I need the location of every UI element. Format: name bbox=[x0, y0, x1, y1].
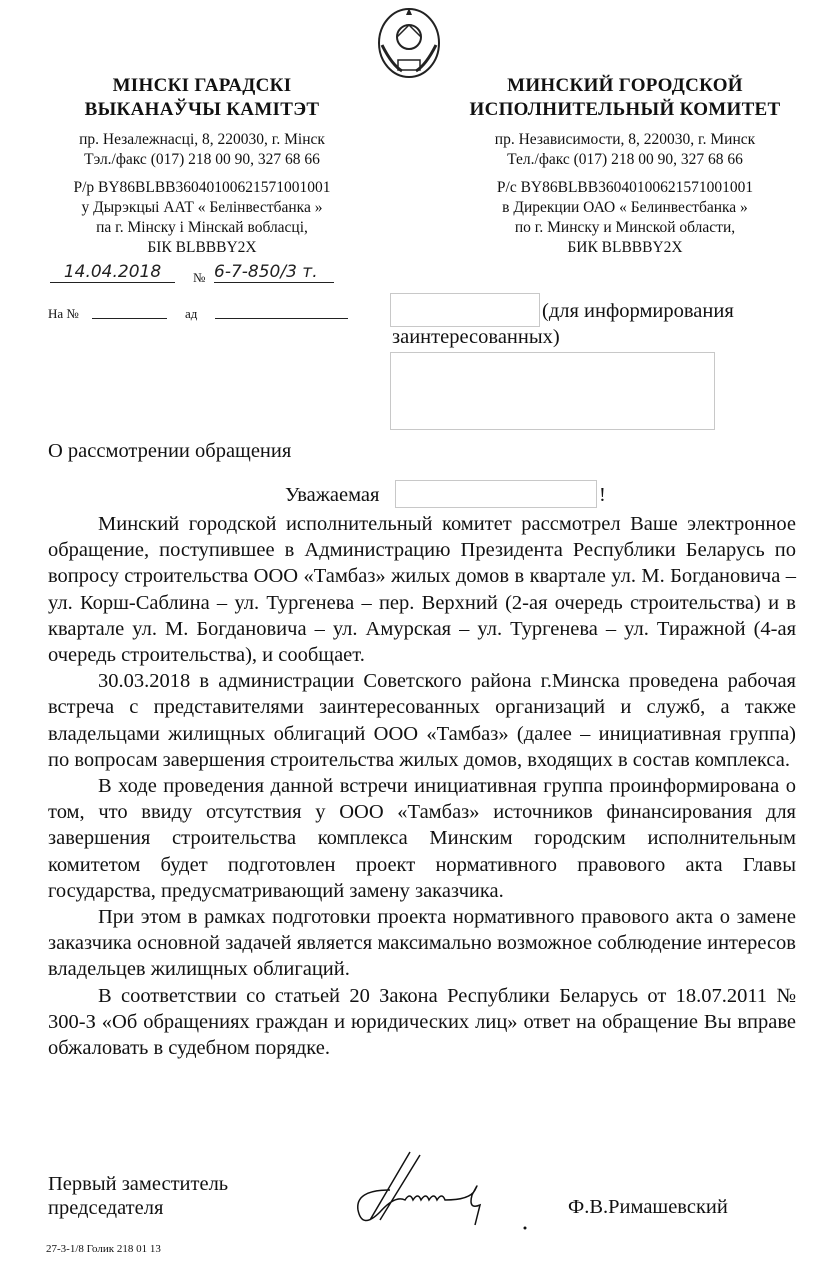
phone: Тэл./факс (017) 218 00 90, 327 68 66 bbox=[84, 151, 320, 168]
letter-body bbox=[48, 511, 796, 1061]
position-line: председателя bbox=[48, 1197, 164, 1219]
position-line: Первый заместитель bbox=[48, 1173, 229, 1195]
header-belarusian bbox=[22, 74, 382, 258]
address: пр. Незалежнасці, 8, 220030, г. Мінск bbox=[79, 131, 325, 148]
reg-date: 14.04.2018 bbox=[50, 262, 175, 283]
addressee-note: (для информирования заинтересованных) bbox=[392, 300, 734, 348]
redacted-address bbox=[390, 352, 715, 430]
paragraph: 30.03.2018 в администрации Советского района г.Минска проведена рабочая встреча с представителями заинтересованных организаций и служб, а также владельцами жилищных облигаций ООО «Тамбаз» (далее – инициативная группа) по вопросам завершения строительства жилых домов, входящих в состав комплекса. bbox=[48, 670, 796, 771]
paragraph: В соответствии со статьей 20 Закона Республики Беларусь от 18.07.2011 № 300-З «Об обращениях граждан и юридических лиц» ответ на обращение Вы вправе обжаловать в судебном порядке. bbox=[48, 984, 796, 1060]
coat-of-arms-emblem bbox=[372, 5, 446, 79]
org-title: ВЫКАНАЎЧЫ КАМІТЭТ bbox=[84, 99, 320, 120]
signatory-name: Ф.В.Римашевский bbox=[568, 1196, 728, 1218]
org-title: МИНСКИЙ ГОРОДСКОЙ bbox=[507, 75, 743, 96]
subject-line: О рассмотрении обращения bbox=[48, 440, 292, 462]
org-title: МІНСКІ ГАРАДСКІ bbox=[112, 75, 292, 96]
bank: па г. Мінску і Мінскай вобласці, bbox=[96, 219, 308, 236]
account: Р/с BY86BLBB36040100621571001001 bbox=[496, 179, 754, 196]
header-russian bbox=[445, 74, 805, 258]
bank: по г. Минску и Минской области, bbox=[514, 219, 736, 236]
org-title: ИСПОЛНИТЕЛЬНЫЙ КОМИТЕТ bbox=[469, 99, 781, 120]
paragraph: В ходе проведения данной встречи инициативная группа проинформирована о том, что ввиду отсутствия у ООО «Тамбаз» источников финансирования для завершения строительства комплекса Минским городским исполнительным комитетом будет подготовлен проект нормативного правового акта Главы государства, предусматривающий замену заказчика. bbox=[48, 775, 796, 902]
redacted-name bbox=[395, 480, 597, 508]
ref-from-label: ад bbox=[185, 306, 198, 321]
ref-label: На № bbox=[48, 306, 79, 321]
account: Р/р BY86BLBB36040100621571001001 bbox=[73, 179, 331, 196]
bik: БИК BLBBBY2X bbox=[567, 239, 683, 256]
phone: Тел./факс (017) 218 00 90, 327 68 66 bbox=[507, 151, 743, 168]
ref-number-line bbox=[92, 318, 167, 319]
reg-number: 6-7-850/3 т. bbox=[214, 262, 334, 283]
ref-date-line bbox=[215, 318, 348, 319]
paragraph: Минский городской исполнительный комитет рассмотрел Ваше электронное обращение, поступившее в Администрацию Президента Республики Беларусь по вопросу строительства ООО «Тамбаз» жилых домов в квартале ул. М. Богдановича – ул. Корш-Саблина – ул. Тургенева – пер. Верхний (2-ая очередь строительства) и в квартале ул. М. Богдановича – ул. Амурская – ул. Тургенева – ул. Тиражной (4-ая очередь строительства), и сообщает. bbox=[48, 513, 796, 667]
bank: у Дырэкцыі ААТ « Белінвестбанка » bbox=[81, 199, 323, 216]
paragraph: При этом в рамках подготовки проекта нормативного правового акта о замене заказчика основной задачей является максимально возможное соблюдение интересов владельцев жилищных облигаций. bbox=[48, 906, 796, 981]
greeting-end: ! bbox=[599, 484, 606, 506]
number-label: № bbox=[193, 270, 206, 285]
footer-executor: 27-3-1/8 Голик 218 01 13 bbox=[46, 1243, 161, 1255]
bank: в Дирекции ОАО « Белинвестбанка » bbox=[502, 199, 748, 216]
bik: БІК BLBBBY2X bbox=[147, 239, 257, 256]
address: пр. Независимости, 8, 220030, г. Минск bbox=[494, 131, 756, 148]
greeting-word: Уважаемая bbox=[285, 484, 380, 506]
signatory-position bbox=[48, 1172, 228, 1220]
handwritten-signature bbox=[350, 1150, 540, 1230]
